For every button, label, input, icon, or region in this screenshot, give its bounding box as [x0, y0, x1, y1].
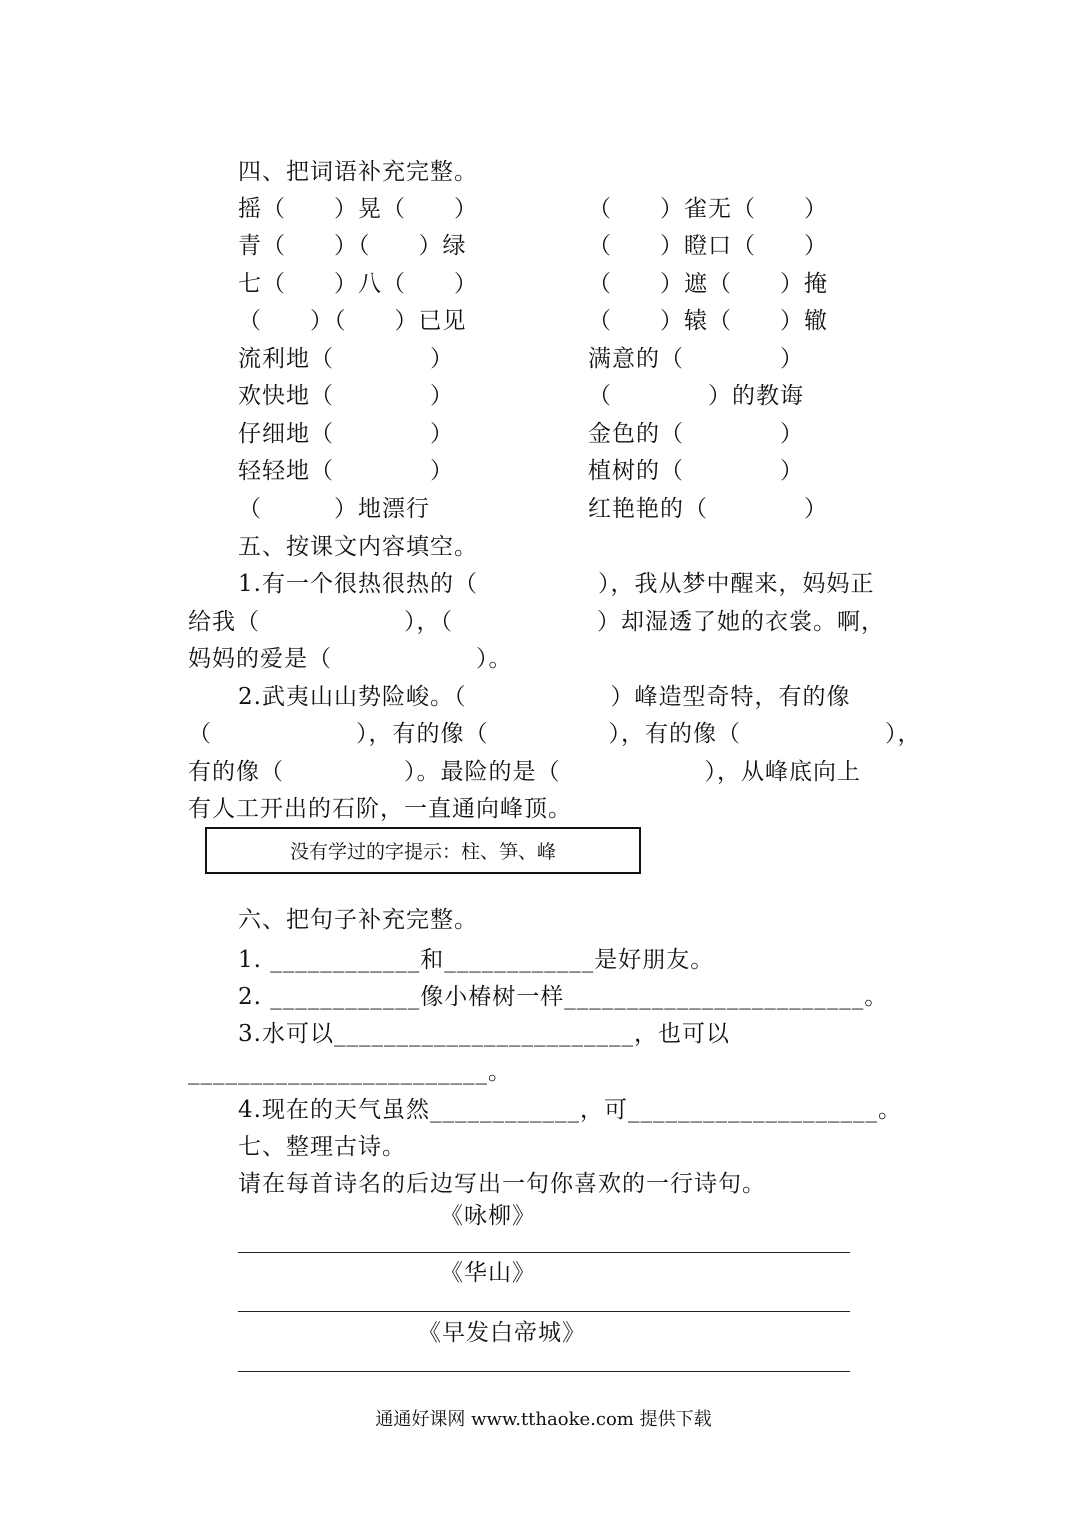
passage-line-5: （ ），有的像（ ），有的像（ ），: [188, 721, 922, 747]
word-fill-right-8: 植树的（ ）: [588, 458, 804, 484]
section6-title: 六、把句子补充完整。: [238, 907, 478, 933]
word-fill-left-6: 欢快地（ ）: [238, 383, 454, 409]
poem-title-2: 《华山》: [440, 1260, 536, 1286]
passage-line-1: 1.有一个很热很热的（ ），我从梦中醒来，妈妈正: [238, 571, 875, 597]
sentence-line-3: 3.水可以________________________，也可以: [238, 1021, 730, 1047]
poem-title-3: 《早发白帝城》: [418, 1320, 586, 1346]
word-fill-left-5: 流利地（ ）: [238, 346, 454, 372]
section4-title: 四、把词语补充完整。: [238, 159, 478, 185]
word-fill-right-1: （ ）雀无（ ）: [588, 196, 828, 222]
word-fill-left-2: 青（ ）（ ）绿: [238, 233, 467, 259]
sentence-line-2: 2. ____________像小椿树一样________________________。: [238, 984, 889, 1010]
word-fill-right-6: （ ）的教诲: [588, 383, 804, 409]
poem-title-1: 《咏柳》: [440, 1203, 536, 1229]
word-fill-left-7: 仔细地（ ）: [238, 421, 454, 447]
word-fill-right-3: （ ）遮（ ）掩: [588, 271, 828, 297]
word-fill-left-1: 摇（ ）晃（ ）: [238, 196, 478, 222]
sentence-line-4: 4.现在的天气虽然____________，可____________________。: [238, 1097, 902, 1123]
section7-title: 七、整理古诗。: [238, 1134, 406, 1160]
word-fill-right-9: 红艳艳的（ ）: [588, 496, 828, 522]
answer-line-3: [238, 1371, 850, 1372]
word-fill-right-2: （ ）瞪口（ ）: [588, 233, 828, 259]
passage-line-4: 2.武夷山山势险峻。（ ）峰造型奇特，有的像: [238, 684, 851, 710]
passage-line-2: 给我（ ），（ ）却湿透了她的衣裳。啊，: [188, 609, 885, 635]
section5-title: 五、按课文内容填空。: [238, 534, 478, 560]
answer-line-2: [238, 1311, 850, 1312]
passage-line-6: 有的像（ ）。最险的是（ ），从峰底向上: [188, 759, 861, 785]
section7-instruction: 请在每首诗名的后边写出一句你喜欢的一行诗句。: [238, 1171, 766, 1197]
word-fill-right-7: 金色的（ ）: [588, 421, 804, 447]
sentence-line-3-cont: ________________________。: [188, 1059, 512, 1085]
word-fill-right-5: 满意的（ ）: [588, 346, 804, 372]
word-fill-left-3: 七（ ）八（ ）: [238, 271, 478, 297]
hint-text: 没有学过的字提示：柱、笋、峰: [289, 841, 556, 863]
word-fill-left-8: 轻轻地（ ）: [238, 458, 454, 484]
word-fill-left-9: （ ）地漂行: [238, 496, 430, 522]
passage-line-3: 妈妈的爱是（ ）。: [188, 646, 513, 672]
word-fill-right-4: （ ）辕（ ）辙: [588, 308, 828, 334]
passage-line-7: 有人工开出的石阶，一直通向峰顶。: [188, 796, 572, 822]
sentence-line-1: 1. ____________和____________是好朋友。: [238, 947, 715, 973]
answer-line-1: [238, 1252, 850, 1253]
word-fill-left-4: （ ）（ ）已见: [238, 308, 467, 334]
footer-credit: 通通好课网 www.tthaoke.com 提供下载: [375, 1409, 712, 1430]
hint-box: [205, 827, 641, 874]
